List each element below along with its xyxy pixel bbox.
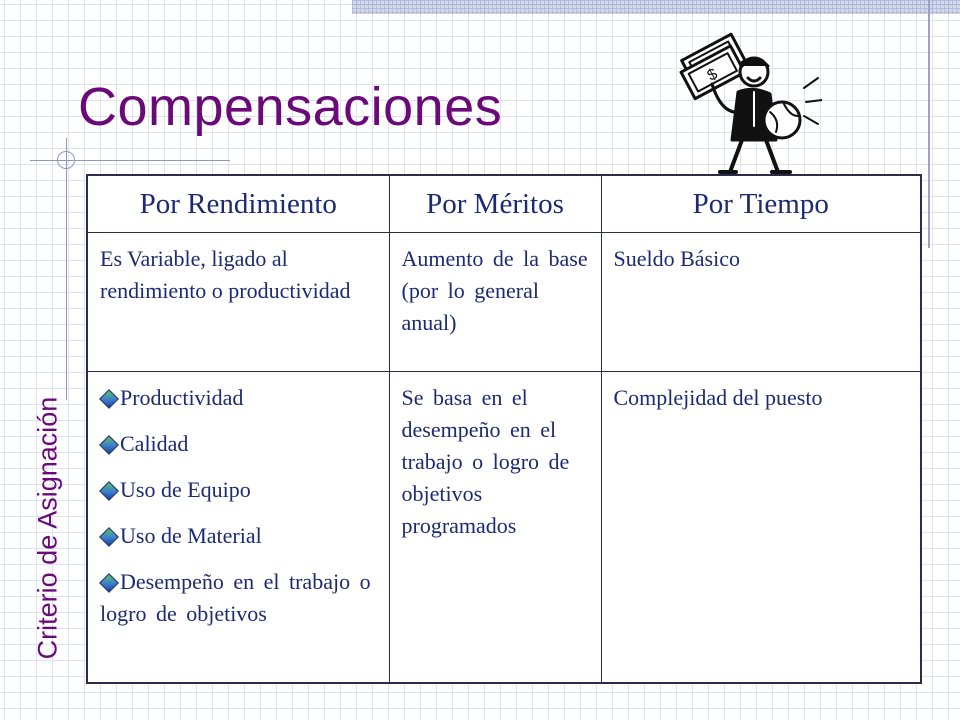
header-band: [352, 0, 960, 14]
list-item: Uso de Material: [100, 520, 379, 552]
description-row: [87, 233, 921, 372]
crosshair-ring: [57, 151, 75, 169]
right-rule-line: [928, 0, 930, 248]
criteria-meritos: Se basa en el desempeño en el trabajo o logro de objetivos programados: [389, 372, 601, 684]
list-item: Calidad: [100, 428, 379, 460]
diamond-bullet-icon: [99, 481, 119, 501]
list-item: Uso de Equipo: [100, 474, 379, 506]
diamond-bullet-icon: [99, 389, 119, 409]
slide-title: Compensaciones: [78, 77, 503, 137]
criteria-rendimiento: [87, 372, 389, 684]
side-label: Criterio de Asignación: [32, 396, 63, 660]
description-tiempo: Sueldo Básico: [601, 233, 921, 372]
description-rendimiento: Es Variable, ligado al rendimiento o productividad: [87, 233, 389, 372]
list-item: Desempeño en el trabajo o logro de objetivos: [100, 569, 371, 626]
crosshair-vertical-line: [66, 138, 67, 400]
header-por-rendimiento: Por Rendimiento: [87, 175, 389, 233]
list-item: Productividad: [100, 382, 379, 414]
diamond-bullet-icon: [99, 527, 119, 547]
criteria-tiempo: Complejidad del puesto: [601, 372, 921, 684]
header-por-meritos: Por Méritos: [389, 175, 601, 233]
man-holding-money-and-globe-icon: [672, 16, 822, 176]
table-header-row: [87, 175, 921, 233]
diamond-bullet-icon: [99, 435, 119, 455]
diamond-bullet-icon: [99, 573, 119, 593]
svg-text:$: $: [704, 65, 721, 85]
criteria-row: [87, 372, 921, 684]
compensation-table: [86, 174, 922, 684]
description-meritos: Aumento de la base (por lo general anual): [389, 233, 601, 372]
rendimiento-criteria-list: [100, 382, 379, 630]
header-por-tiempo: Por Tiempo: [601, 175, 921, 233]
